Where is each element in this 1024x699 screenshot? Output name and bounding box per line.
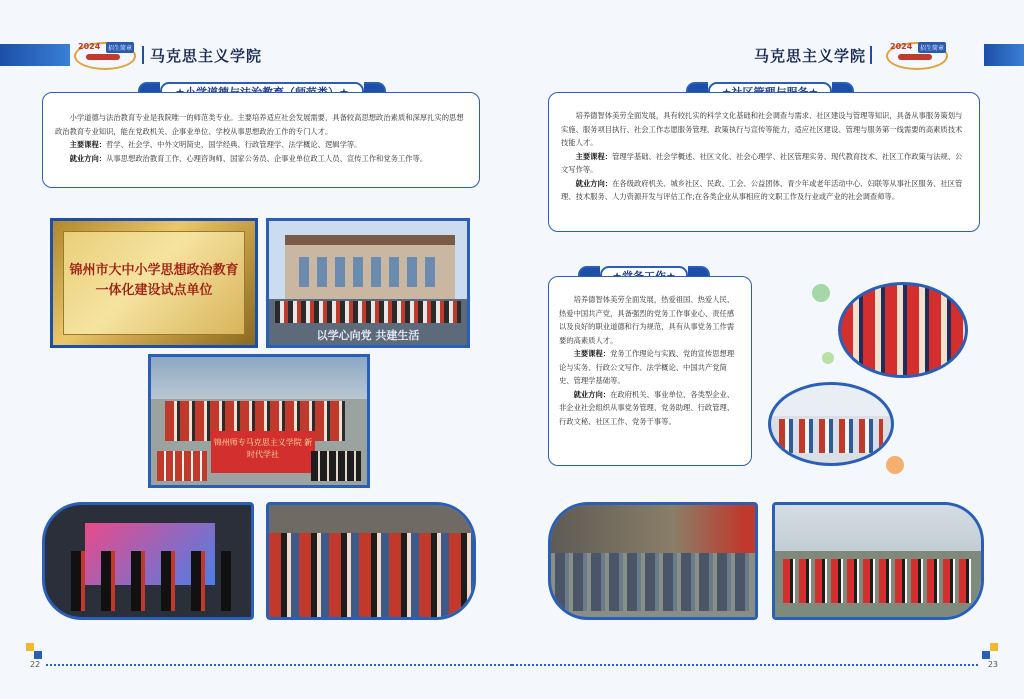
red-army-reenactment-photo [548, 502, 758, 620]
college-title: 马克思主义学院 [150, 47, 263, 65]
footer-dotted-line [46, 664, 512, 666]
campus-building-photo [266, 218, 470, 348]
college-title: 马克思主义学院 [754, 47, 867, 65]
plaque-text-line1: 锦州市大中小学思想政治教育 [69, 263, 239, 278]
corner-mark [26, 643, 34, 651]
club-group-photo [148, 354, 370, 488]
community-activity-photo [768, 382, 894, 466]
section-text-party: 培养德智体美劳全面发展，热爱祖国、热爱人民、热爱中国共产党，具备强烈的党务工作事业心、责任感以及良好的职业道德和行为规范，具有从事党务工作需要的高素质人才。 主要课程：党务工作理论与实践、党的宣传思想理论与实务、行政公文写作、法学概论、中国共产党简史、管理学基础等。 就业方向：在政府机关、事业单位、各类型企业、非企业社会组织从事党务管理、党务助理、行政管理、行政文秘、社区工作、党务干事等。 [548, 276, 752, 466]
corner-mark [982, 651, 990, 659]
header-bar-left [0, 44, 70, 66]
corner-mark [34, 651, 42, 659]
decorative-dot [812, 284, 830, 302]
decorative-dot [886, 456, 904, 474]
footer-dotted-line [512, 664, 978, 666]
page-number-right: 23 [987, 660, 998, 669]
section-text-community: 培养德智体美劳全面发展，具有较扎实的科学文化基础和社会调查与需求、社区建设与管理等知识，具备从事服务策划与实施、服务项目执行、社会工作志愿服务管理、政策执行与宣传等能力，适应社区建设、管理与服务第一线需要的高素质技术技能人才。 主要课程：管理学基础、社会学概述、社区文化、社会心理学、社区管理实务、现代教育技术、社区工作政策与法规、公文写作等。 就业方向：在各级政府机关、城乡社区、民政、工会、公益团体、青少年或老年活动中心、妇联等从事社区服务、社区管理、技术服务、人力资源开发与评估工作;在各类企业从事相应的文职工作及行业或产业的社会调查师等。 [548, 92, 980, 232]
right-page [512, 0, 1024, 699]
corner-mark [990, 643, 998, 651]
stage-students-photo [42, 502, 254, 620]
college-logo: 2024 招生简章 [72, 40, 136, 70]
slogan-text: 以学心向党 共建生活 [316, 329, 420, 342]
header-divider [870, 46, 872, 64]
decorative-dot [822, 352, 834, 364]
volunteer-activity-photo [266, 502, 476, 620]
club-banner: 锦州师专马克思主义学院 新时代学社 [211, 431, 315, 473]
party-event-photo [838, 282, 968, 378]
plaque-photo [50, 218, 258, 348]
section-text-primary-moral: 小学道德与法治教育专业是我院唯一的师范类专业。主要培养适应社会发展需要，具备较高思想政治素质和深厚扎实的思想政治教育专业知识，能在党政机关、企事业单位、学校从事思想政治工作的专门人才。 主要课程：哲学、社会学、中外文明简史、国学经典、行政管理学、法学概论、逻辑学等。 就业方向：从事思想政治教育工作、心理咨询师、国家公务员、企事业单位政工人员、宣传工作和党务工作等。 [42, 92, 480, 188]
header-divider [142, 46, 144, 64]
header-bar-right [984, 44, 1024, 66]
plaque-text-line2: 一体化建设试点单位 [95, 283, 213, 298]
college-logo: 2024 招生简章 [884, 40, 948, 70]
outdoor-performance-photo [772, 502, 984, 620]
page-number-left: 22 [30, 660, 41, 669]
